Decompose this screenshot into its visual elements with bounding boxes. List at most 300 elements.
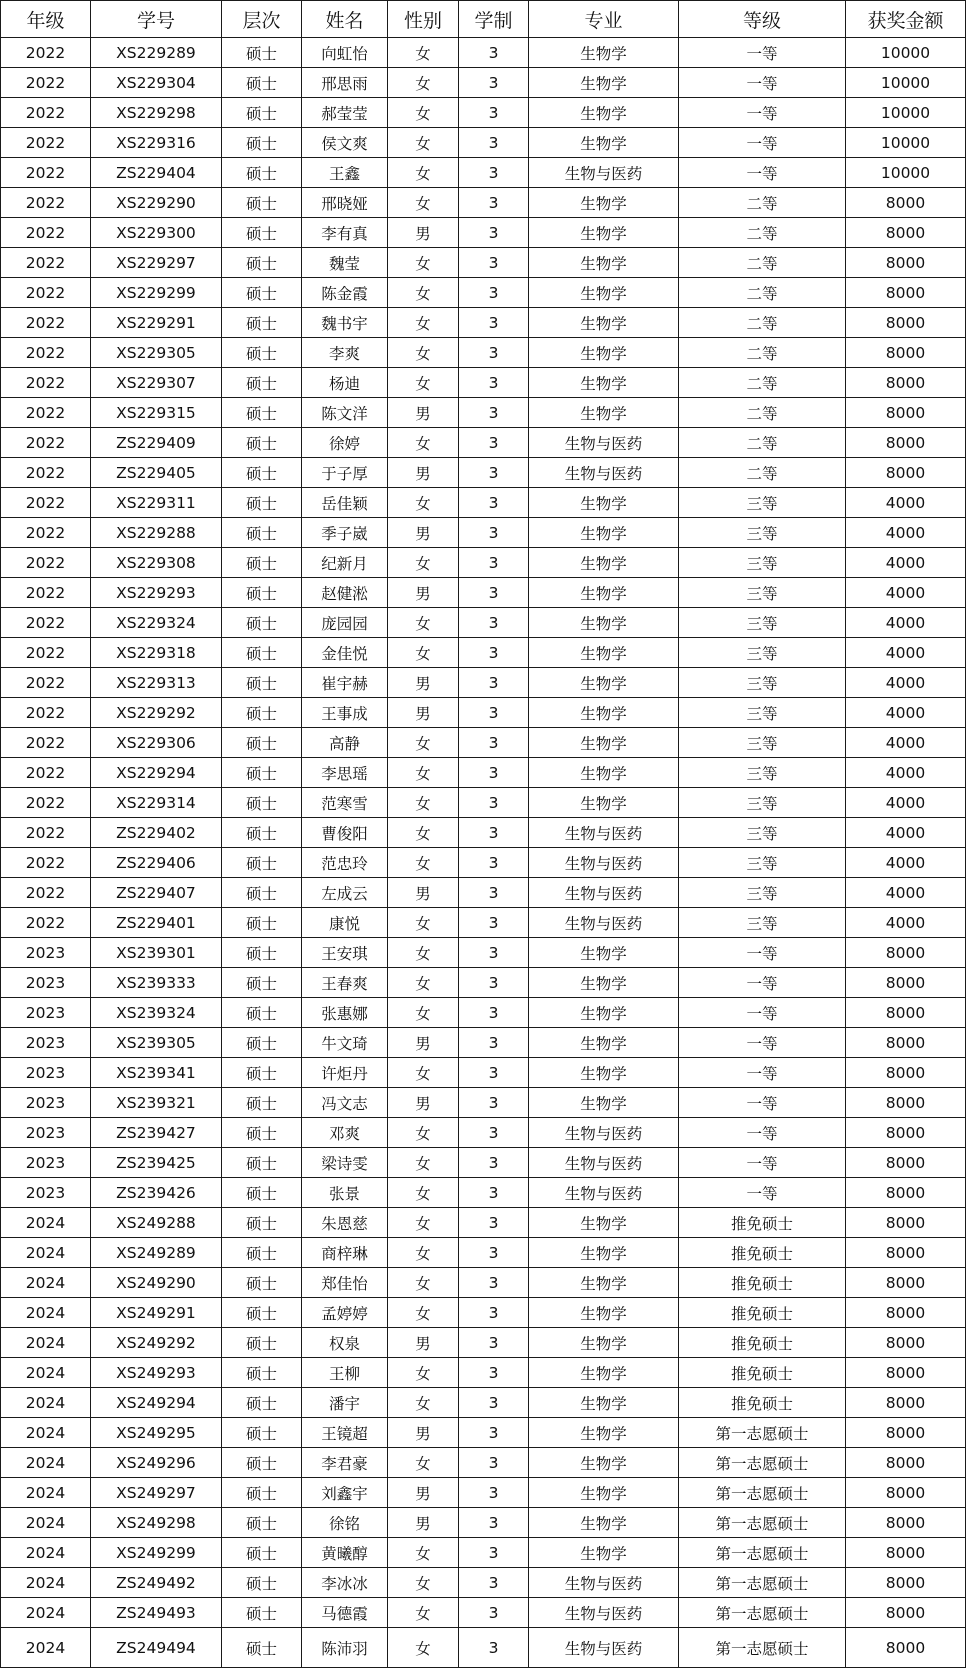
cell-gender: 男 <box>388 1088 459 1118</box>
cell-gender: 女 <box>388 548 459 578</box>
cell-rank: 推免硕士 <box>679 1238 846 1268</box>
cell-student-id: XS239301 <box>91 938 222 968</box>
cell-amount: 8000 <box>846 1088 966 1118</box>
cell-gender: 女 <box>388 38 459 68</box>
cell-gender: 女 <box>388 428 459 458</box>
table-row <box>1 1448 966 1478</box>
cell-grade: 2023 <box>1 938 91 968</box>
table-row <box>1 1538 966 1568</box>
cell-duration: 3 <box>459 698 529 728</box>
cell-rank: 三等 <box>679 518 846 548</box>
cell-name: 邢思雨 <box>302 68 388 98</box>
cell-rank: 二等 <box>679 368 846 398</box>
cell-name: 权泉 <box>302 1328 388 1358</box>
cell-name: 徐铭 <box>302 1508 388 1538</box>
cell-grade: 2023 <box>1 1058 91 1088</box>
cell-gender: 男 <box>388 1418 459 1448</box>
cell-student-id: XS229306 <box>91 728 222 758</box>
cell-duration: 3 <box>459 1388 529 1418</box>
cell-gender: 男 <box>388 578 459 608</box>
cell-grade: 2023 <box>1 1088 91 1118</box>
cell-grade: 2024 <box>1 1358 91 1388</box>
cell-grade: 2024 <box>1 1268 91 1298</box>
cell-amount: 4000 <box>846 518 966 548</box>
cell-name: 郝莹莹 <box>302 98 388 128</box>
cell-major: 生物与医药 <box>529 878 679 908</box>
table-row <box>1 68 966 98</box>
cell-level: 硕士 <box>222 1448 302 1478</box>
cell-amount: 8000 <box>846 1268 966 1298</box>
table-row <box>1 548 966 578</box>
cell-student-id: ZS229409 <box>91 428 222 458</box>
cell-gender: 男 <box>388 1328 459 1358</box>
cell-level: 硕士 <box>222 98 302 128</box>
cell-amount: 8000 <box>846 218 966 248</box>
cell-amount: 10000 <box>846 68 966 98</box>
cell-major: 生物学 <box>529 248 679 278</box>
cell-major: 生物学 <box>529 128 679 158</box>
cell-major: 生物学 <box>529 1508 679 1538</box>
cell-name: 郑佳怡 <box>302 1268 388 1298</box>
cell-rank: 三等 <box>679 818 846 848</box>
cell-name: 范忠玲 <box>302 848 388 878</box>
cell-major: 生物与医药 <box>529 428 679 458</box>
cell-name: 岳佳颖 <box>302 488 388 518</box>
cell-level: 硕士 <box>222 758 302 788</box>
cell-rank: 第一志愿硕士 <box>679 1628 846 1668</box>
cell-major: 生物学 <box>529 968 679 998</box>
cell-duration: 3 <box>459 908 529 938</box>
cell-grade: 2022 <box>1 248 91 278</box>
table-row <box>1 1328 966 1358</box>
cell-duration: 3 <box>459 1028 529 1058</box>
cell-duration: 3 <box>459 878 529 908</box>
cell-major: 生物与医药 <box>529 1178 679 1208</box>
cell-name: 曹俊阳 <box>302 818 388 848</box>
cell-gender: 女 <box>388 248 459 278</box>
cell-student-id: ZS239425 <box>91 1148 222 1178</box>
cell-level: 硕士 <box>222 398 302 428</box>
cell-name: 纪新月 <box>302 548 388 578</box>
cell-duration: 3 <box>459 638 529 668</box>
cell-amount: 8000 <box>846 1538 966 1568</box>
cell-level: 硕士 <box>222 1478 302 1508</box>
cell-amount: 8000 <box>846 1388 966 1418</box>
cell-gender: 男 <box>388 698 459 728</box>
cell-name: 李君豪 <box>302 1448 388 1478</box>
cell-student-id: XS229288 <box>91 518 222 548</box>
table-row <box>1 518 966 548</box>
table-row <box>1 1508 966 1538</box>
cell-gender: 女 <box>388 1208 459 1238</box>
cell-duration: 3 <box>459 998 529 1028</box>
cell-level: 硕士 <box>222 578 302 608</box>
cell-rank: 二等 <box>679 458 846 488</box>
cell-gender: 女 <box>388 1628 459 1668</box>
cell-gender: 女 <box>388 908 459 938</box>
cell-student-id: XS229293 <box>91 578 222 608</box>
cell-grade: 2024 <box>1 1478 91 1508</box>
cell-gender: 女 <box>388 488 459 518</box>
cell-rank: 推免硕士 <box>679 1388 846 1418</box>
table-row <box>1 1598 966 1628</box>
cell-gender: 女 <box>388 1598 459 1628</box>
cell-duration: 3 <box>459 368 529 398</box>
cell-name: 李爽 <box>302 338 388 368</box>
cell-duration: 3 <box>459 1178 529 1208</box>
header-student-id: 学号 <box>91 1 222 38</box>
cell-level: 硕士 <box>222 368 302 398</box>
cell-level: 硕士 <box>222 548 302 578</box>
cell-name: 刘鑫宇 <box>302 1478 388 1508</box>
cell-amount: 4000 <box>846 908 966 938</box>
cell-duration: 3 <box>459 38 529 68</box>
cell-grade: 2022 <box>1 578 91 608</box>
cell-rank: 三等 <box>679 728 846 758</box>
cell-student-id: XS229292 <box>91 698 222 728</box>
cell-name: 冯文志 <box>302 1088 388 1118</box>
table-row <box>1 1388 966 1418</box>
cell-major: 生物学 <box>529 1058 679 1088</box>
cell-amount: 8000 <box>846 1418 966 1448</box>
cell-amount: 4000 <box>846 758 966 788</box>
table-row <box>1 938 966 968</box>
table-row <box>1 908 966 938</box>
cell-student-id: XS229316 <box>91 128 222 158</box>
cell-rank: 一等 <box>679 98 846 128</box>
cell-rank: 推免硕士 <box>679 1268 846 1298</box>
cell-amount: 8000 <box>846 1028 966 1058</box>
cell-amount: 8000 <box>846 1178 966 1208</box>
cell-duration: 3 <box>459 98 529 128</box>
cell-major: 生物学 <box>529 68 679 98</box>
cell-level: 硕士 <box>222 1238 302 1268</box>
cell-level: 硕士 <box>222 1178 302 1208</box>
cell-amount: 8000 <box>846 368 966 398</box>
cell-duration: 3 <box>459 488 529 518</box>
cell-amount: 8000 <box>846 1328 966 1358</box>
cell-grade: 2022 <box>1 428 91 458</box>
cell-grade: 2022 <box>1 398 91 428</box>
table-row <box>1 1028 966 1058</box>
header-duration: 学制 <box>459 1 529 38</box>
cell-major: 生物与医药 <box>529 1118 679 1148</box>
cell-gender: 女 <box>388 1448 459 1478</box>
table-row <box>1 1208 966 1238</box>
cell-rank: 三等 <box>679 488 846 518</box>
table-row <box>1 758 966 788</box>
cell-duration: 3 <box>459 1568 529 1598</box>
cell-duration: 3 <box>459 1598 529 1628</box>
cell-major: 生物学 <box>529 608 679 638</box>
cell-major: 生物学 <box>529 38 679 68</box>
cell-rank: 三等 <box>679 608 846 638</box>
cell-duration: 3 <box>459 668 529 698</box>
cell-amount: 4000 <box>846 488 966 518</box>
cell-level: 硕士 <box>222 488 302 518</box>
cell-grade: 2024 <box>1 1328 91 1358</box>
cell-duration: 3 <box>459 1238 529 1268</box>
cell-level: 硕士 <box>222 1058 302 1088</box>
cell-level: 硕士 <box>222 818 302 848</box>
cell-student-id: ZS239427 <box>91 1118 222 1148</box>
cell-student-id: XS249296 <box>91 1448 222 1478</box>
cell-gender: 男 <box>388 1508 459 1538</box>
cell-level: 硕士 <box>222 248 302 278</box>
cell-gender: 女 <box>388 848 459 878</box>
cell-duration: 3 <box>459 278 529 308</box>
cell-level: 硕士 <box>222 1568 302 1598</box>
cell-student-id: XS229318 <box>91 638 222 668</box>
cell-duration: 3 <box>459 1208 529 1238</box>
cell-name: 魏莹 <box>302 248 388 278</box>
cell-amount: 8000 <box>846 338 966 368</box>
cell-level: 硕士 <box>222 308 302 338</box>
cell-name: 张景 <box>302 1178 388 1208</box>
cell-grade: 2022 <box>1 818 91 848</box>
table-row <box>1 1148 966 1178</box>
cell-student-id: ZS229407 <box>91 878 222 908</box>
table-row <box>1 1058 966 1088</box>
cell-rank: 推免硕士 <box>679 1208 846 1238</box>
cell-amount: 4000 <box>846 578 966 608</box>
cell-name: 杨迪 <box>302 368 388 398</box>
header-gender: 性别 <box>388 1 459 38</box>
cell-name: 马德霞 <box>302 1598 388 1628</box>
cell-grade: 2022 <box>1 218 91 248</box>
cell-name: 王柳 <box>302 1358 388 1388</box>
cell-major: 生物学 <box>529 1358 679 1388</box>
cell-rank: 三等 <box>679 578 846 608</box>
cell-level: 硕士 <box>222 278 302 308</box>
cell-grade: 2022 <box>1 338 91 368</box>
cell-gender: 男 <box>388 1028 459 1058</box>
table-row <box>1 1298 966 1328</box>
cell-duration: 3 <box>459 848 529 878</box>
cell-rank: 第一志愿硕士 <box>679 1538 846 1568</box>
cell-major: 生物学 <box>529 788 679 818</box>
cell-major: 生物学 <box>529 278 679 308</box>
cell-duration: 3 <box>459 518 529 548</box>
cell-grade: 2022 <box>1 458 91 488</box>
table-row <box>1 818 966 848</box>
cell-name: 王安琪 <box>302 938 388 968</box>
cell-duration: 3 <box>459 158 529 188</box>
cell-major: 生物学 <box>529 488 679 518</box>
cell-grade: 2022 <box>1 368 91 398</box>
cell-amount: 8000 <box>846 1598 966 1628</box>
cell-name: 许炬丹 <box>302 1058 388 1088</box>
cell-name: 赵健淞 <box>302 578 388 608</box>
cell-student-id: XS229315 <box>91 398 222 428</box>
cell-gender: 男 <box>388 518 459 548</box>
cell-grade: 2022 <box>1 128 91 158</box>
cell-gender: 女 <box>388 968 459 998</box>
header-name: 姓名 <box>302 1 388 38</box>
cell-gender: 女 <box>388 1538 459 1568</box>
table-row <box>1 878 966 908</box>
cell-major: 生物学 <box>529 1268 679 1298</box>
cell-grade: 2023 <box>1 1118 91 1148</box>
cell-student-id: XS239341 <box>91 1058 222 1088</box>
cell-rank: 第一志愿硕士 <box>679 1478 846 1508</box>
cell-student-id: XS229299 <box>91 278 222 308</box>
cell-rank: 推免硕士 <box>679 1328 846 1358</box>
cell-grade: 2022 <box>1 788 91 818</box>
cell-student-id: XS229308 <box>91 548 222 578</box>
cell-duration: 3 <box>459 248 529 278</box>
cell-gender: 男 <box>388 878 459 908</box>
table-row <box>1 848 966 878</box>
header-amount: 获奖金额 <box>846 1 966 38</box>
cell-name: 金佳悦 <box>302 638 388 668</box>
cell-rank: 二等 <box>679 338 846 368</box>
cell-duration: 3 <box>459 728 529 758</box>
cell-duration: 3 <box>459 788 529 818</box>
cell-duration: 3 <box>459 548 529 578</box>
cell-rank: 二等 <box>679 248 846 278</box>
table-row <box>1 458 966 488</box>
cell-student-id: XS239333 <box>91 968 222 998</box>
cell-gender: 女 <box>388 338 459 368</box>
cell-grade: 2022 <box>1 488 91 518</box>
cell-amount: 4000 <box>846 608 966 638</box>
cell-student-id: XS229289 <box>91 38 222 68</box>
cell-level: 硕士 <box>222 338 302 368</box>
cell-amount: 10000 <box>846 98 966 128</box>
table-row <box>1 1568 966 1598</box>
cell-student-id: XS229307 <box>91 368 222 398</box>
cell-rank: 一等 <box>679 1118 846 1148</box>
cell-amount: 4000 <box>846 668 966 698</box>
cell-grade: 2022 <box>1 668 91 698</box>
cell-rank: 一等 <box>679 68 846 98</box>
cell-gender: 男 <box>388 398 459 428</box>
cell-major: 生物学 <box>529 518 679 548</box>
cell-name: 高静 <box>302 728 388 758</box>
cell-gender: 女 <box>388 638 459 668</box>
cell-major: 生物学 <box>529 728 679 758</box>
table-row <box>1 188 966 218</box>
cell-student-id: XS229291 <box>91 308 222 338</box>
cell-grade: 2023 <box>1 1178 91 1208</box>
cell-level: 硕士 <box>222 638 302 668</box>
cell-grade: 2022 <box>1 188 91 218</box>
cell-rank: 一等 <box>679 38 846 68</box>
cell-grade: 2022 <box>1 68 91 98</box>
cell-major: 生物学 <box>529 1418 679 1448</box>
cell-student-id: XS249294 <box>91 1388 222 1418</box>
cell-level: 硕士 <box>222 1388 302 1418</box>
cell-student-id: ZS249492 <box>91 1568 222 1598</box>
cell-name: 范寒雪 <box>302 788 388 818</box>
cell-major: 生物学 <box>529 1238 679 1268</box>
cell-grade: 2023 <box>1 1028 91 1058</box>
cell-major: 生物学 <box>529 668 679 698</box>
cell-student-id: XS249293 <box>91 1358 222 1388</box>
cell-student-id: XS229305 <box>91 338 222 368</box>
cell-rank: 一等 <box>679 1028 846 1058</box>
table-row <box>1 128 966 158</box>
cell-gender: 女 <box>388 1058 459 1088</box>
cell-grade: 2023 <box>1 998 91 1028</box>
cell-name: 侯文爽 <box>302 128 388 158</box>
cell-amount: 8000 <box>846 1358 966 1388</box>
cell-duration: 3 <box>459 608 529 638</box>
cell-major: 生物学 <box>529 1208 679 1238</box>
table-row <box>1 638 966 668</box>
cell-student-id: ZS229402 <box>91 818 222 848</box>
cell-rank: 第一志愿硕士 <box>679 1568 846 1598</box>
cell-major: 生物学 <box>529 548 679 578</box>
cell-amount: 4000 <box>846 878 966 908</box>
cell-name: 陈文洋 <box>302 398 388 428</box>
cell-duration: 3 <box>459 1478 529 1508</box>
cell-rank: 一等 <box>679 938 846 968</box>
cell-name: 李思瑶 <box>302 758 388 788</box>
cell-grade: 2024 <box>1 1568 91 1598</box>
cell-name: 王镜超 <box>302 1418 388 1448</box>
cell-grade: 2022 <box>1 878 91 908</box>
cell-amount: 4000 <box>846 638 966 668</box>
cell-duration: 3 <box>459 1508 529 1538</box>
cell-major: 生物学 <box>529 1088 679 1118</box>
table-row <box>1 488 966 518</box>
cell-major: 生物学 <box>529 1328 679 1358</box>
cell-gender: 女 <box>388 1268 459 1298</box>
table-row <box>1 98 966 128</box>
cell-rank: 二等 <box>679 428 846 458</box>
cell-grade: 2022 <box>1 98 91 128</box>
cell-grade: 2022 <box>1 608 91 638</box>
cell-level: 硕士 <box>222 938 302 968</box>
cell-level: 硕士 <box>222 1358 302 1388</box>
table-row <box>1 248 966 278</box>
cell-duration: 3 <box>459 1418 529 1448</box>
cell-student-id: XS249297 <box>91 1478 222 1508</box>
cell-major: 生物与医药 <box>529 1148 679 1178</box>
cell-duration: 3 <box>459 758 529 788</box>
cell-rank: 第一志愿硕士 <box>679 1598 846 1628</box>
cell-duration: 3 <box>459 1118 529 1148</box>
cell-rank: 第一志愿硕士 <box>679 1508 846 1538</box>
table-row <box>1 158 966 188</box>
cell-rank: 三等 <box>679 548 846 578</box>
cell-major: 生物学 <box>529 1448 679 1478</box>
cell-major: 生物学 <box>529 758 679 788</box>
cell-name: 梁诗雯 <box>302 1148 388 1178</box>
cell-duration: 3 <box>459 1298 529 1328</box>
cell-duration: 3 <box>459 1268 529 1298</box>
cell-name: 于子厚 <box>302 458 388 488</box>
cell-amount: 8000 <box>846 1058 966 1088</box>
cell-level: 硕士 <box>222 1328 302 1358</box>
cell-level: 硕士 <box>222 1508 302 1538</box>
cell-major: 生物与医药 <box>529 1628 679 1668</box>
header-level: 层次 <box>222 1 302 38</box>
cell-amount: 4000 <box>846 698 966 728</box>
cell-rank: 推免硕士 <box>679 1358 846 1388</box>
cell-grade: 2022 <box>1 38 91 68</box>
cell-rank: 一等 <box>679 158 846 188</box>
cell-rank: 一等 <box>679 968 846 998</box>
cell-grade: 2022 <box>1 758 91 788</box>
cell-major: 生物与医药 <box>529 1568 679 1598</box>
cell-duration: 3 <box>459 428 529 458</box>
table-row <box>1 728 966 758</box>
cell-grade: 2024 <box>1 1238 91 1268</box>
table-row <box>1 668 966 698</box>
